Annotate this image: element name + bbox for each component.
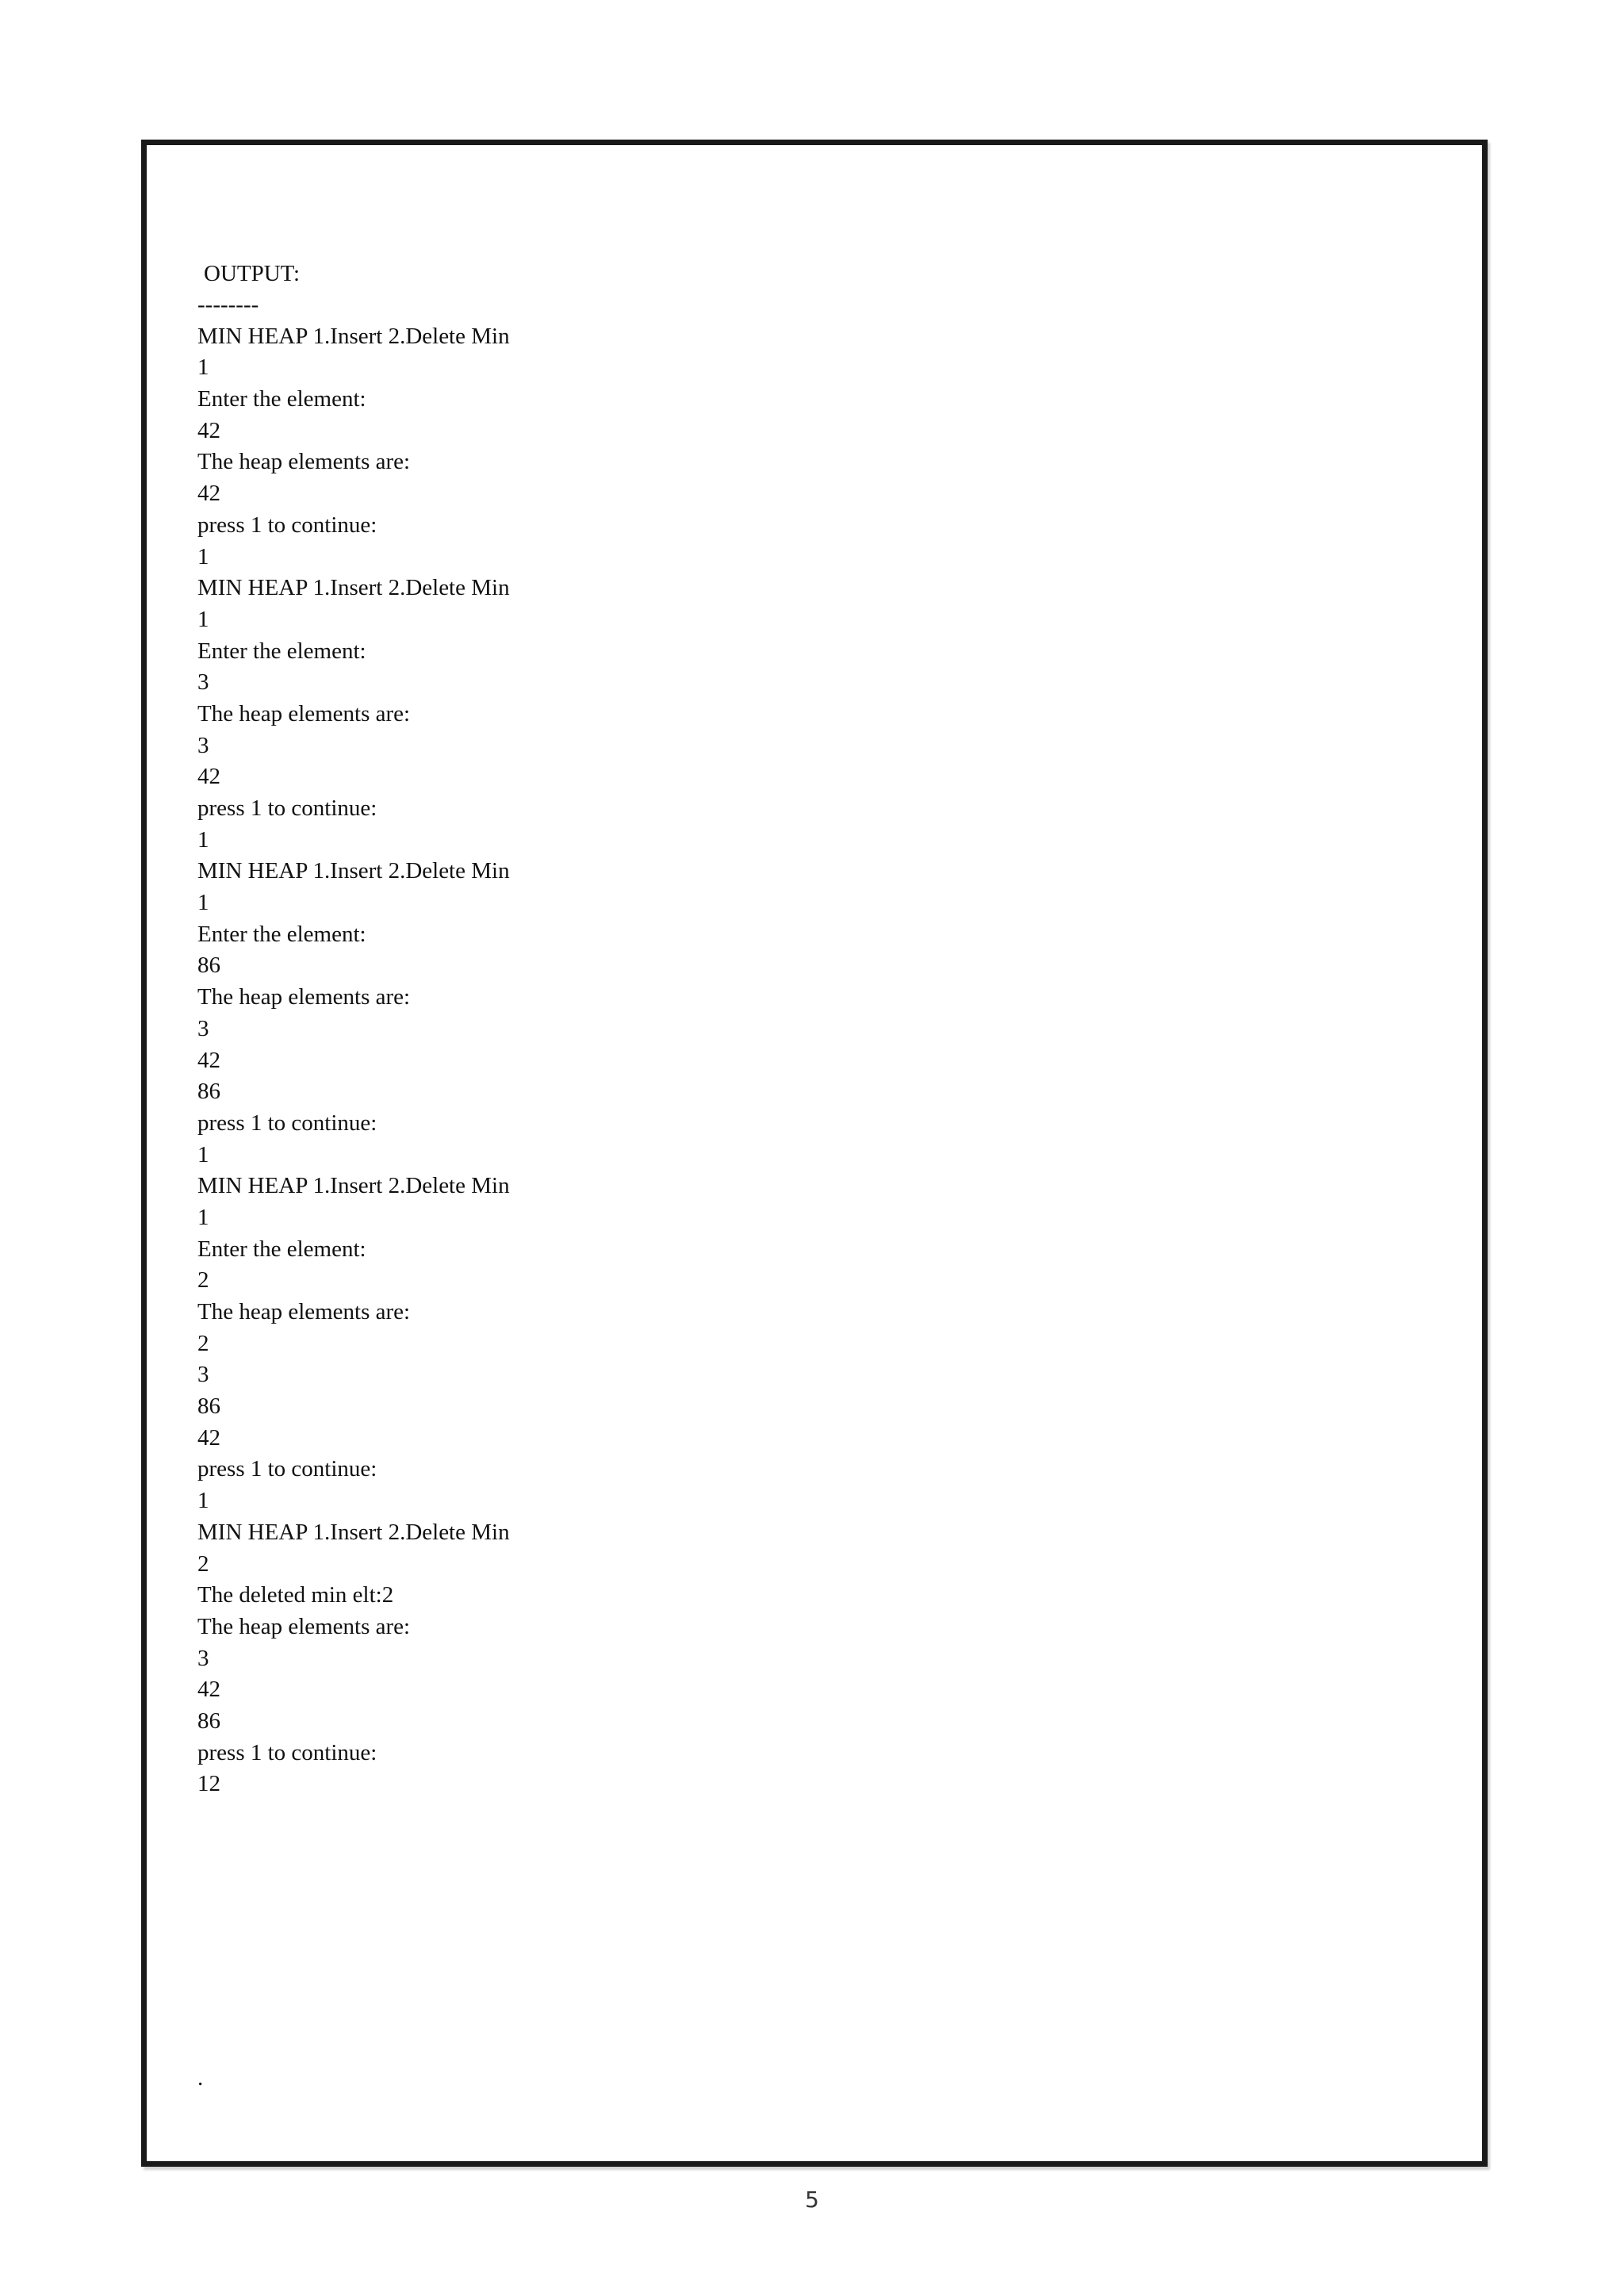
output-line: 3 [197,669,209,696]
output-line: MIN HEAP 1.Insert 2.Delete Min [197,858,510,884]
output-heading: OUTPUT: [204,261,300,286]
output-line: press 1 to continue: [197,1110,377,1136]
output-line: MIN HEAP 1.Insert 2.Delete Min [197,323,510,349]
output-line: 2 [197,1267,209,1294]
output-line: 86 [197,1079,220,1105]
output-line: The heap elements are: [197,1299,411,1324]
output-line: 2 [197,1330,209,1356]
output-line: The heap elements are: [197,1613,411,1639]
output-line: MIN HEAP 1.Insert 2.Delete Min [197,575,510,601]
output-line: press 1 to continue: [197,1739,377,1765]
output-line: Enter the element: [197,638,366,664]
output-line: 3 [197,1015,209,1041]
page-number: 5 [805,2187,819,2213]
output-line: MIN HEAP 1.Insert 2.Delete Min [197,1173,510,1199]
output-line: 42 [197,764,220,790]
output-line: 1 [197,355,209,381]
output-line: 42 [197,1424,220,1451]
output-line: 86 [197,1708,220,1734]
output-line: 12 [197,1771,220,1797]
output-line: Enter the element: [197,1236,366,1262]
output-line: 1 [197,826,209,853]
output-line: press 1 to continue: [197,512,377,538]
output-line: -------- [197,292,259,317]
output-line: 86 [197,953,220,979]
output-line: 1 [197,543,209,569]
output-line: 86 [197,1393,220,1420]
output-line: 2 [197,1550,209,1577]
output-line: 3 [197,1645,209,1671]
output-line: press 1 to continue: [197,1456,377,1482]
output-line: 1 [197,890,209,916]
output-line: 42 [197,1047,220,1073]
output-line: The deleted min elt:2 [197,1582,394,1608]
output-line: MIN HEAP 1.Insert 2.Delete Min [197,1519,510,1545]
output-line: 42 [197,417,220,443]
output-line: Enter the element: [197,921,366,947]
output-line: 3 [197,1362,209,1388]
output-line: Enter the element: [197,386,366,412]
output-line: The heap elements are: [197,984,411,1010]
output-line: 3 [197,732,209,758]
output-line: 1 [197,606,209,632]
trailing-mark: . [197,2065,204,2091]
output-line: 42 [197,481,220,507]
output-lines [197,289,510,1800]
output-line: The heap elements are: [197,700,411,726]
output-line: 42 [197,1677,220,1703]
output-line: 1 [197,1488,209,1514]
output-line: press 1 to continue: [197,795,377,821]
output-line: The heap elements are: [197,449,411,475]
output-line: 1 [197,1204,209,1230]
output-line: 1 [197,1141,209,1167]
